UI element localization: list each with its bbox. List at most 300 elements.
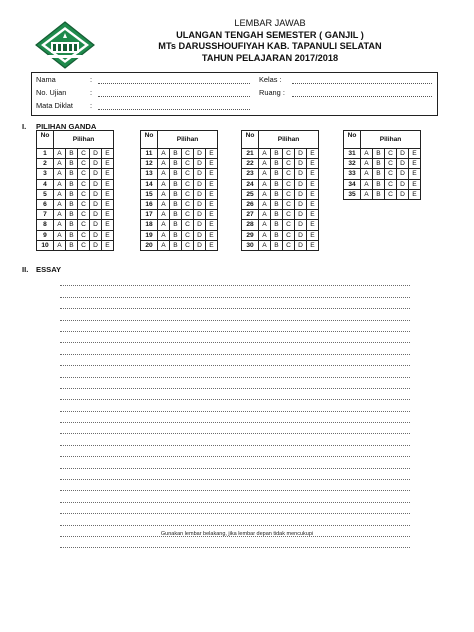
- option-d-cell[interactable]: D: [194, 240, 206, 250]
- option-d-cell[interactable]: D: [295, 199, 307, 209]
- answer-row: [344, 179, 421, 189]
- no-header: No: [37, 131, 54, 149]
- option-a-cell[interactable]: A: [158, 230, 170, 240]
- option-d-cell[interactable]: D: [90, 210, 102, 220]
- option-e-cell[interactable]: E: [102, 199, 114, 209]
- question-number: 21: [242, 149, 259, 159]
- option-b-cell[interactable]: B: [170, 199, 182, 209]
- option-e-cell[interactable]: E: [206, 240, 218, 250]
- option-e-cell[interactable]: E: [102, 159, 114, 169]
- question-number: 29: [242, 230, 259, 240]
- no-header: No: [242, 131, 259, 149]
- subject-label: Mata Diklat: [36, 101, 73, 110]
- essay-line[interactable]: [60, 537, 410, 548]
- option-c-cell[interactable]: C: [385, 179, 397, 189]
- option-d-cell[interactable]: D: [397, 179, 409, 189]
- answer-row: [344, 159, 421, 169]
- answer-row: [344, 169, 421, 179]
- essay-line[interactable]: [60, 423, 410, 434]
- essay-line[interactable]: [60, 355, 410, 366]
- essay-line[interactable]: [60, 514, 410, 525]
- option-b-cell[interactable]: B: [170, 240, 182, 250]
- section-essay-title: II. ESSAY: [22, 265, 62, 274]
- option-c-cell[interactable]: C: [283, 240, 295, 250]
- option-c-cell[interactable]: C: [182, 159, 194, 169]
- question-number: 7: [37, 210, 54, 220]
- option-a-cell[interactable]: A: [259, 230, 271, 240]
- option-c-cell[interactable]: C: [182, 179, 194, 189]
- answer-row: [37, 189, 114, 199]
- answer-row: [37, 149, 114, 159]
- option-c-cell[interactable]: C: [78, 189, 90, 199]
- option-d-cell[interactable]: D: [194, 220, 206, 230]
- option-b-cell[interactable]: B: [66, 179, 78, 189]
- no-header: No: [141, 131, 158, 149]
- option-c-cell[interactable]: C: [78, 159, 90, 169]
- question-number: 1: [37, 149, 54, 159]
- option-a-cell[interactable]: A: [54, 210, 66, 220]
- question-number: 19: [141, 230, 158, 240]
- option-c-cell[interactable]: C: [283, 159, 295, 169]
- option-a-cell[interactable]: A: [259, 149, 271, 159]
- answer-row: [37, 210, 114, 220]
- option-c-cell[interactable]: C: [283, 230, 295, 240]
- option-a-cell[interactable]: A: [54, 230, 66, 240]
- section-multiple-choice-title: I. PILIHAN GANDA: [22, 122, 97, 131]
- option-e-cell[interactable]: E: [307, 179, 319, 189]
- option-a-cell[interactable]: A: [259, 179, 271, 189]
- option-c-cell[interactable]: C: [182, 189, 194, 199]
- option-e-cell[interactable]: E: [409, 149, 421, 159]
- option-c-cell[interactable]: C: [78, 199, 90, 209]
- pilihan-header: Pilihan: [54, 131, 114, 149]
- answer-row: [242, 210, 319, 220]
- room-field[interactable]: [292, 96, 432, 97]
- answer-table-2: [140, 130, 218, 251]
- option-c-cell[interactable]: C: [385, 159, 397, 169]
- answer-row: [141, 240, 218, 250]
- academic-year: TAHUN PELAJARAN 2017/2018: [201, 52, 339, 63]
- option-c-cell[interactable]: C: [78, 149, 90, 159]
- option-d-cell[interactable]: D: [194, 189, 206, 199]
- option-b-cell[interactable]: B: [66, 210, 78, 220]
- option-e-cell[interactable]: E: [102, 220, 114, 230]
- exam-number-field[interactable]: [98, 96, 250, 97]
- option-e-cell[interactable]: E: [102, 149, 114, 159]
- option-e-cell[interactable]: E: [409, 179, 421, 189]
- essay-line[interactable]: [60, 480, 410, 491]
- option-d-cell[interactable]: D: [194, 210, 206, 220]
- option-d-cell[interactable]: D: [295, 169, 307, 179]
- answer-row: [141, 179, 218, 189]
- identity-box: Nama : Kelas : No. Ujian : Ruang : Mata Diklat :: [31, 72, 438, 116]
- option-e-cell[interactable]: E: [206, 149, 218, 159]
- essay-line[interactable]: [60, 343, 410, 354]
- essay-line[interactable]: [60, 275, 410, 286]
- exam-number-label: No. Ujian: [36, 88, 67, 97]
- option-b-cell[interactable]: B: [373, 179, 385, 189]
- option-c-cell[interactable]: C: [385, 189, 397, 199]
- option-b-cell[interactable]: B: [271, 210, 283, 220]
- question-number: 18: [141, 220, 158, 230]
- answer-row: [242, 230, 319, 240]
- option-e-cell[interactable]: E: [409, 159, 421, 169]
- essay-line[interactable]: [60, 309, 410, 320]
- class-label: Kelas :: [259, 75, 282, 84]
- option-e-cell[interactable]: E: [102, 169, 114, 179]
- question-number: 34: [344, 179, 361, 189]
- answer-row: [37, 230, 114, 240]
- question-number: 3: [37, 169, 54, 179]
- essay-line[interactable]: [60, 491, 410, 502]
- answer-row: [344, 189, 421, 199]
- question-number: 24: [242, 179, 259, 189]
- option-a-cell[interactable]: A: [158, 220, 170, 230]
- answer-row: [37, 240, 114, 250]
- answer-row: [242, 149, 319, 159]
- option-a-cell[interactable]: A: [158, 199, 170, 209]
- option-e-cell[interactable]: E: [307, 220, 319, 230]
- essay-line[interactable]: [60, 412, 410, 423]
- answer-row: [344, 149, 421, 159]
- question-number: 23: [242, 169, 259, 179]
- answer-row: [141, 149, 218, 159]
- option-d-cell[interactable]: D: [397, 169, 409, 179]
- sheet-header: [100, 18, 440, 64]
- option-b-cell[interactable]: B: [66, 159, 78, 169]
- option-c-cell[interactable]: C: [182, 199, 194, 209]
- essay-line[interactable]: [60, 434, 410, 445]
- option-a-cell[interactable]: A: [54, 159, 66, 169]
- question-number: 10: [37, 240, 54, 250]
- question-number: 8: [37, 220, 54, 230]
- option-c-cell[interactable]: C: [283, 149, 295, 159]
- answer-row: [141, 220, 218, 230]
- essay-line[interactable]: [60, 503, 410, 514]
- answer-row: [242, 220, 319, 230]
- option-d-cell[interactable]: D: [397, 149, 409, 159]
- question-number: 17: [141, 210, 158, 220]
- option-e-cell[interactable]: E: [206, 169, 218, 179]
- pilihan-header: Pilihan: [361, 131, 421, 149]
- option-d-cell[interactable]: D: [295, 159, 307, 169]
- option-b-cell[interactable]: B: [373, 159, 385, 169]
- question-number: 11: [141, 149, 158, 159]
- option-a-cell[interactable]: A: [158, 240, 170, 250]
- option-d-cell[interactable]: D: [194, 179, 206, 189]
- option-b-cell[interactable]: B: [66, 230, 78, 240]
- option-d-cell[interactable]: D: [295, 179, 307, 189]
- option-d-cell[interactable]: D: [90, 179, 102, 189]
- essay-line[interactable]: [60, 400, 410, 411]
- subject-field[interactable]: [98, 109, 250, 110]
- option-a-cell[interactable]: A: [259, 220, 271, 230]
- option-a-cell[interactable]: A: [54, 240, 66, 250]
- answer-table-1: [36, 130, 114, 251]
- essay-lines[interactable]: [60, 275, 410, 548]
- option-a-cell[interactable]: A: [54, 199, 66, 209]
- option-b-cell[interactable]: B: [66, 220, 78, 230]
- option-e-cell[interactable]: E: [307, 199, 319, 209]
- option-b-cell[interactable]: B: [373, 169, 385, 179]
- question-number: 16: [141, 199, 158, 209]
- option-c-cell[interactable]: C: [78, 169, 90, 179]
- class-field[interactable]: [292, 83, 432, 84]
- option-a-cell[interactable]: A: [54, 169, 66, 179]
- option-d-cell[interactable]: D: [295, 240, 307, 250]
- option-d-cell[interactable]: D: [90, 149, 102, 159]
- option-b-cell[interactable]: B: [66, 199, 78, 209]
- answer-row: [242, 179, 319, 189]
- option-a-cell[interactable]: A: [54, 189, 66, 199]
- option-d-cell[interactable]: D: [194, 159, 206, 169]
- question-number: 12: [141, 159, 158, 169]
- option-e-cell[interactable]: E: [102, 210, 114, 220]
- option-c-cell[interactable]: C: [283, 220, 295, 230]
- option-e-cell[interactable]: E: [102, 179, 114, 189]
- option-b-cell[interactable]: B: [66, 240, 78, 250]
- option-c-cell[interactable]: C: [283, 210, 295, 220]
- option-b-cell[interactable]: B: [170, 179, 182, 189]
- essay-line[interactable]: [60, 298, 410, 309]
- answer-row: [37, 199, 114, 209]
- option-d-cell[interactable]: D: [295, 220, 307, 230]
- option-c-cell[interactable]: C: [283, 189, 295, 199]
- option-b-cell[interactable]: B: [66, 169, 78, 179]
- option-b-cell[interactable]: B: [373, 149, 385, 159]
- option-b-cell[interactable]: B: [66, 149, 78, 159]
- option-a-cell[interactable]: A: [158, 159, 170, 169]
- option-e-cell[interactable]: E: [206, 189, 218, 199]
- question-number: 9: [37, 230, 54, 240]
- option-c-cell[interactable]: C: [283, 199, 295, 209]
- option-a-cell[interactable]: A: [158, 179, 170, 189]
- option-b-cell[interactable]: B: [170, 169, 182, 179]
- question-number: 22: [242, 159, 259, 169]
- option-a-cell[interactable]: A: [259, 169, 271, 179]
- option-e-cell[interactable]: E: [206, 220, 218, 230]
- question-number: 30: [242, 240, 259, 250]
- option-b-cell[interactable]: B: [170, 189, 182, 199]
- option-d-cell[interactable]: D: [194, 169, 206, 179]
- answer-row: [37, 159, 114, 169]
- option-e-cell[interactable]: E: [206, 230, 218, 240]
- option-d-cell[interactable]: D: [295, 210, 307, 220]
- option-e-cell[interactable]: E: [102, 240, 114, 250]
- option-b-cell[interactable]: B: [271, 149, 283, 159]
- option-a-cell[interactable]: A: [361, 179, 373, 189]
- answer-row: [141, 210, 218, 220]
- option-a-cell[interactable]: A: [158, 149, 170, 159]
- option-a-cell[interactable]: A: [54, 179, 66, 189]
- option-c-cell[interactable]: C: [182, 220, 194, 230]
- option-d-cell[interactable]: D: [90, 159, 102, 169]
- question-number: 5: [37, 189, 54, 199]
- option-d-cell[interactable]: D: [194, 230, 206, 240]
- answer-row: [141, 159, 218, 169]
- option-d-cell[interactable]: D: [194, 149, 206, 159]
- question-number: 6: [37, 199, 54, 209]
- option-a-cell[interactable]: A: [158, 210, 170, 220]
- answer-row: [141, 199, 218, 209]
- answer-row: [37, 220, 114, 230]
- option-b-cell[interactable]: B: [271, 159, 283, 169]
- option-c-cell[interactable]: C: [182, 149, 194, 159]
- option-a-cell[interactable]: A: [361, 169, 373, 179]
- option-c-cell[interactable]: C: [78, 179, 90, 189]
- option-b-cell[interactable]: B: [170, 230, 182, 240]
- pilihan-header: Pilihan: [259, 131, 319, 149]
- option-d-cell[interactable]: D: [90, 240, 102, 250]
- question-number: 20: [141, 240, 158, 250]
- option-e-cell[interactable]: E: [102, 189, 114, 199]
- option-c-cell[interactable]: C: [385, 149, 397, 159]
- name-field[interactable]: [98, 83, 250, 84]
- option-e-cell[interactable]: E: [206, 179, 218, 189]
- option-b-cell[interactable]: B: [170, 220, 182, 230]
- answer-row: [242, 240, 319, 250]
- question-number: 25: [242, 189, 259, 199]
- option-b-cell[interactable]: B: [271, 169, 283, 179]
- option-c-cell[interactable]: C: [182, 240, 194, 250]
- option-c-cell[interactable]: C: [182, 210, 194, 220]
- answer-table-3: [241, 130, 319, 251]
- option-b-cell[interactable]: B: [66, 189, 78, 199]
- school-name: MTs DARUSSHOUFIYAH KAB. TAPANULI SELATAN: [158, 41, 382, 51]
- option-d-cell[interactable]: D: [295, 189, 307, 199]
- option-a-cell[interactable]: A: [361, 189, 373, 199]
- option-d-cell[interactable]: D: [295, 230, 307, 240]
- option-b-cell[interactable]: B: [271, 230, 283, 240]
- exam-name: ULANGAN TENGAH SEMESTER ( GANJIL ): [176, 29, 364, 40]
- option-b-cell[interactable]: B: [271, 179, 283, 189]
- option-a-cell[interactable]: A: [54, 149, 66, 159]
- essay-line[interactable]: [60, 469, 410, 480]
- option-a-cell[interactable]: A: [259, 159, 271, 169]
- essay-line[interactable]: [60, 286, 410, 297]
- option-d-cell[interactable]: D: [90, 169, 102, 179]
- question-number: 15: [141, 189, 158, 199]
- option-e-cell[interactable]: E: [206, 210, 218, 220]
- answer-row: [141, 189, 218, 199]
- sheet-title: LEMBAR JAWAB: [234, 18, 306, 28]
- option-d-cell[interactable]: D: [397, 159, 409, 169]
- essay-line[interactable]: [60, 457, 410, 468]
- option-a-cell[interactable]: A: [259, 240, 271, 250]
- essay-line[interactable]: [60, 389, 410, 400]
- no-header: No: [344, 131, 361, 149]
- option-e-cell[interactable]: E: [102, 230, 114, 240]
- option-e-cell[interactable]: E: [307, 169, 319, 179]
- option-c-cell[interactable]: C: [78, 220, 90, 230]
- answer-row: [242, 159, 319, 169]
- answer-row: [141, 169, 218, 179]
- option-c-cell[interactable]: C: [283, 169, 295, 179]
- option-e-cell[interactable]: E: [206, 199, 218, 209]
- answer-row: [37, 169, 114, 179]
- pilihan-header: Pilihan: [158, 131, 218, 149]
- answer-table-4: [343, 130, 421, 200]
- option-b-cell[interactable]: B: [271, 240, 283, 250]
- name-label: Nama: [36, 75, 56, 84]
- option-a-cell[interactable]: A: [259, 189, 271, 199]
- option-e-cell[interactable]: E: [409, 189, 421, 199]
- question-number: 35: [344, 189, 361, 199]
- room-label: Ruang :: [259, 88, 285, 97]
- essay-line[interactable]: [60, 366, 410, 377]
- option-d-cell[interactable]: D: [295, 149, 307, 159]
- question-number: 4: [37, 179, 54, 189]
- option-c-cell[interactable]: C: [78, 240, 90, 250]
- question-number: 26: [242, 199, 259, 209]
- option-d-cell[interactable]: D: [194, 199, 206, 209]
- option-c-cell[interactable]: C: [78, 230, 90, 240]
- option-c-cell[interactable]: C: [283, 179, 295, 189]
- footnote: Gunakan lembar belakang, jika lembar depan tidak mencukupi: [160, 531, 314, 537]
- question-number: 2: [37, 159, 54, 169]
- option-b-cell[interactable]: B: [271, 220, 283, 230]
- option-a-cell[interactable]: A: [259, 199, 271, 209]
- answer-row: [141, 230, 218, 240]
- question-number: 33: [344, 169, 361, 179]
- option-b-cell[interactable]: B: [170, 210, 182, 220]
- option-e-cell[interactable]: E: [307, 240, 319, 250]
- option-e-cell[interactable]: E: [307, 230, 319, 240]
- essay-line[interactable]: [60, 378, 410, 389]
- option-e-cell[interactable]: E: [206, 159, 218, 169]
- option-c-cell[interactable]: C: [385, 169, 397, 179]
- option-d-cell[interactable]: D: [397, 189, 409, 199]
- essay-line[interactable]: [60, 321, 410, 332]
- option-a-cell[interactable]: A: [158, 189, 170, 199]
- option-a-cell[interactable]: A: [54, 220, 66, 230]
- answer-row: [242, 189, 319, 199]
- question-number: 31: [344, 149, 361, 159]
- answer-row: [242, 169, 319, 179]
- option-d-cell[interactable]: D: [90, 230, 102, 240]
- option-d-cell[interactable]: D: [90, 220, 102, 230]
- essay-line[interactable]: [60, 332, 410, 343]
- option-b-cell[interactable]: B: [271, 189, 283, 199]
- question-number: 27: [242, 210, 259, 220]
- question-number: 14: [141, 179, 158, 189]
- option-b-cell[interactable]: B: [170, 149, 182, 159]
- option-b-cell[interactable]: B: [170, 159, 182, 169]
- option-e-cell[interactable]: E: [409, 169, 421, 179]
- option-d-cell[interactable]: D: [90, 199, 102, 209]
- option-c-cell[interactable]: C: [78, 210, 90, 220]
- question-number: 32: [344, 159, 361, 169]
- option-e-cell[interactable]: E: [307, 149, 319, 159]
- school-logo: [34, 20, 96, 70]
- option-a-cell[interactable]: A: [361, 159, 373, 169]
- option-a-cell[interactable]: A: [158, 169, 170, 179]
- option-d-cell[interactable]: D: [90, 189, 102, 199]
- answer-row: [242, 199, 319, 209]
- option-e-cell[interactable]: E: [307, 189, 319, 199]
- option-b-cell[interactable]: B: [373, 189, 385, 199]
- option-b-cell[interactable]: B: [271, 199, 283, 209]
- essay-line[interactable]: [60, 446, 410, 457]
- option-c-cell[interactable]: C: [182, 230, 194, 240]
- answer-row: [37, 179, 114, 189]
- option-a-cell[interactable]: A: [259, 210, 271, 220]
- option-e-cell[interactable]: E: [307, 159, 319, 169]
- option-e-cell[interactable]: E: [307, 210, 319, 220]
- option-a-cell[interactable]: A: [361, 149, 373, 159]
- question-number: 28: [242, 220, 259, 230]
- option-c-cell[interactable]: C: [182, 169, 194, 179]
